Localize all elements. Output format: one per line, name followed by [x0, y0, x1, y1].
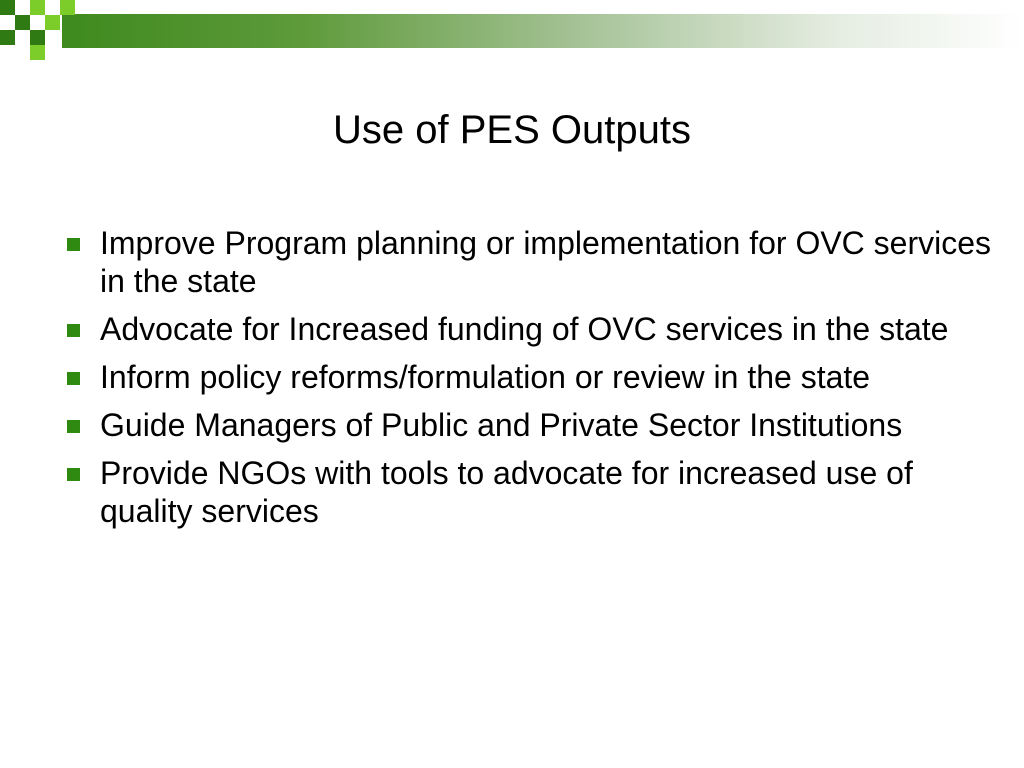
checkered-logo-decoration: [0, 0, 80, 64]
checker-square: [30, 0, 45, 15]
checker-square: [60, 0, 75, 15]
checker-square: [15, 15, 30, 30]
checker-square: [15, 30, 30, 45]
bullet-text: Provide NGOs with tools to advocate for increased use of quality services: [100, 455, 913, 529]
bullet-text: Advocate for Increased funding of OVC services in the state: [100, 311, 949, 347]
checker-square: [30, 15, 45, 30]
checker-square: [0, 15, 15, 30]
checker-square: [30, 45, 45, 60]
checker-square: [30, 30, 45, 45]
square-bullet-icon: [67, 372, 80, 385]
list-item: [62, 358, 992, 396]
list-item: [62, 454, 992, 530]
checker-square: [0, 30, 15, 45]
square-bullet-icon: [67, 238, 80, 251]
bullet-text: Guide Managers of Public and Private Sector Institutions: [100, 407, 903, 443]
square-bullet-icon: [67, 468, 80, 481]
checker-square: [45, 0, 60, 15]
bullet-text: Inform policy reforms/formulation or review in the state: [100, 359, 871, 395]
square-bullet-icon: [67, 324, 80, 337]
slide-title: Use of PES Outputs: [333, 108, 691, 152]
square-bullet-icon: [67, 420, 80, 433]
list-item: [62, 406, 992, 444]
list-item: [62, 224, 992, 300]
checker-square: [45, 15, 60, 30]
header-gradient-bar: [62, 14, 1024, 48]
list-item: [62, 310, 992, 348]
bullet-list: [62, 224, 992, 540]
checker-square: [15, 0, 30, 15]
bullet-text: Improve Program planning or implementation for OVC services in the state: [100, 225, 992, 299]
checker-square: [0, 0, 15, 15]
